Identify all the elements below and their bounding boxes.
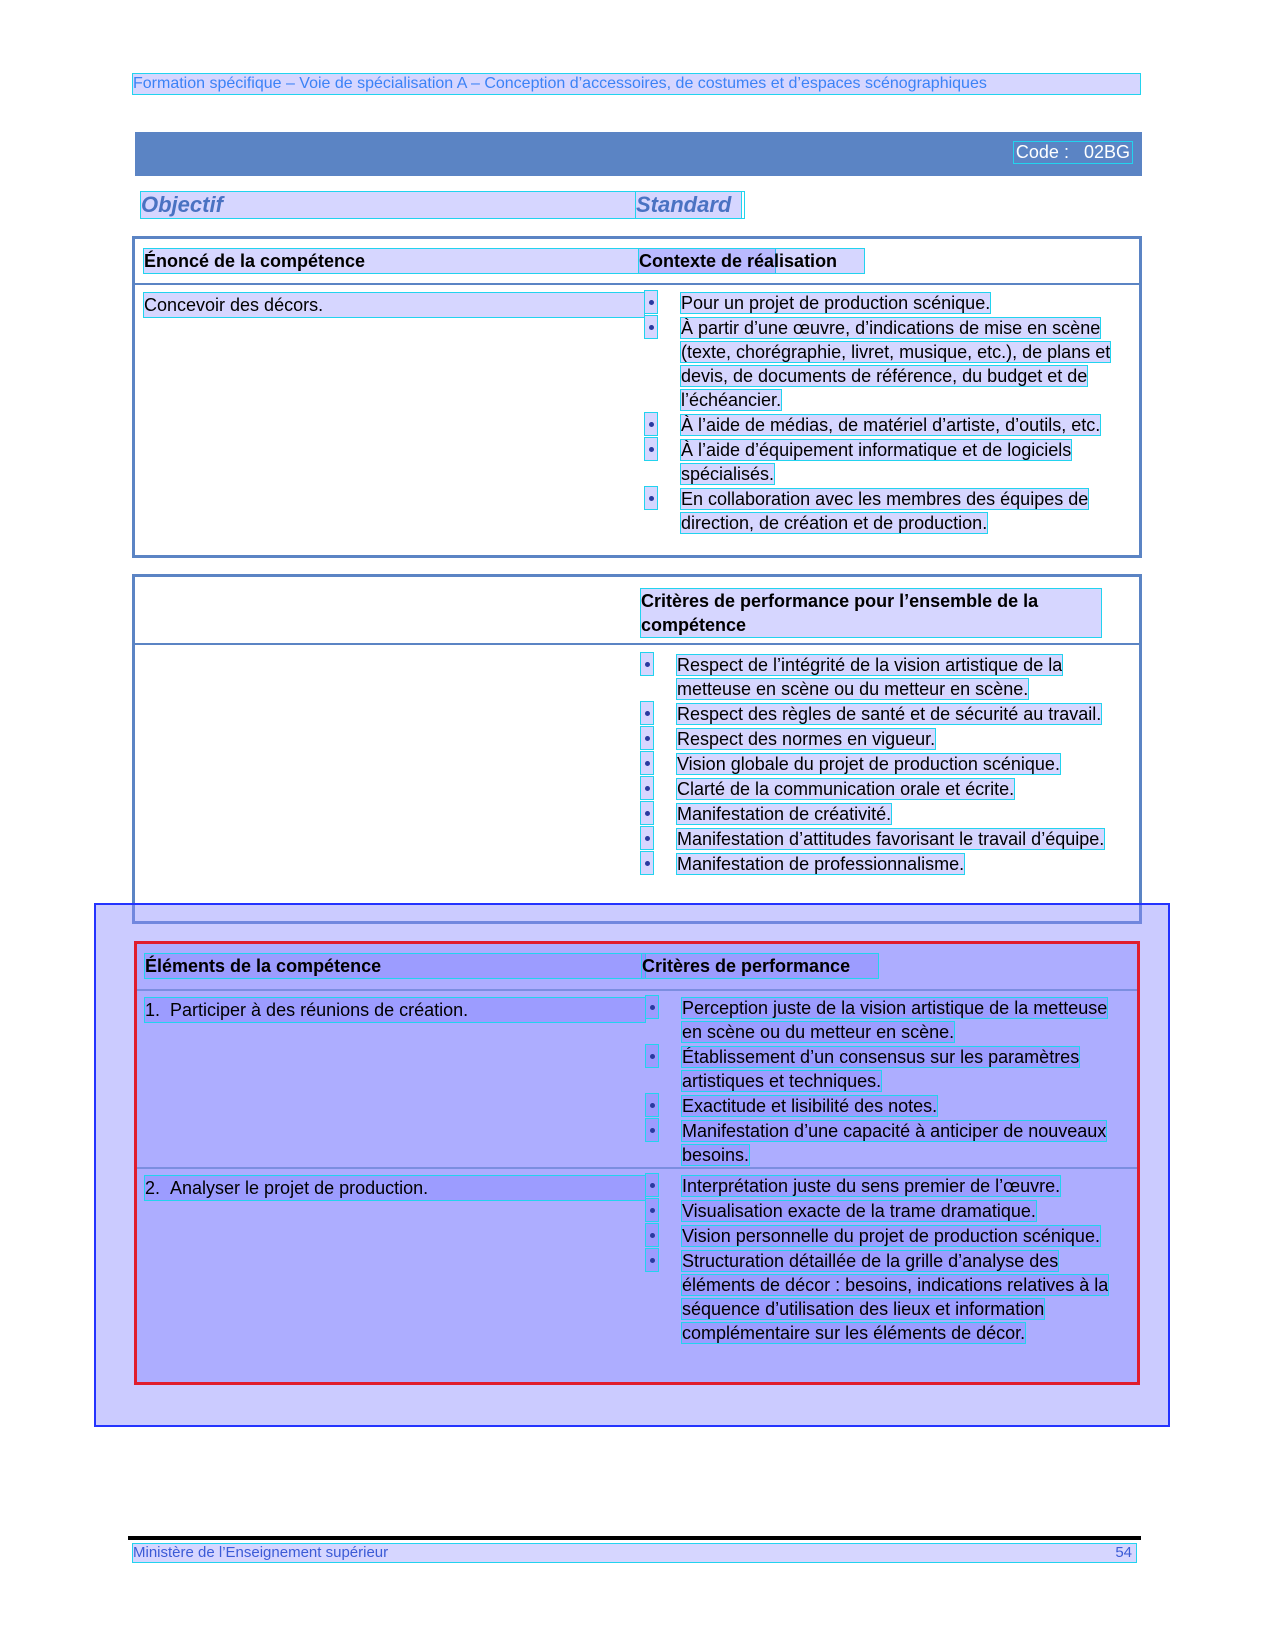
bullet-icon [641,777,653,799]
list-item: Manifestation d’attitudes favorisant le travail d’équipe. [641,827,1125,851]
context-header: Contexte de réalisation [639,249,864,273]
list-item: En collaboration avec les membres des équipes de direction, de création et de production. [645,487,1127,535]
criteria-header: Critères de performance [642,954,878,978]
competence-statement: Concevoir des décors. [144,293,644,317]
elements-header: Éléments de la compétence [145,954,645,978]
list-item: Structuration détaillée de la grille d’analyse des éléments de décor : besoins, indications relatives à la séquence d’utilisation des lieux et information complémentaire sur les éléments de décor. [646,1249,1128,1345]
bullet-icon [641,702,653,724]
list-item: À partir d’une œuvre, d’indications de mise en scène (texte, chorégraphie, livret, musique, etc.), de plans et devis, de documents de référence, du budget et de l’échéancier. [645,316,1127,412]
competence-table [132,236,1142,558]
footer-rule [128,1536,1141,1540]
element-1-criteria [646,996,1128,1168]
list-item: Visualisation exacte de la trame dramatique. [646,1199,1128,1223]
list-item: Établissement d’un consensus sur les paramètres artistiques et techniques. [646,1045,1128,1093]
bullet-icon [641,653,653,675]
list-item: Manifestation de professionnalisme. [641,852,1125,876]
bullet-icon [645,487,657,509]
bullet-icon [641,827,653,849]
bullet-icon [645,438,657,460]
list-item: Vision globale du projet de production scénique. [641,752,1125,776]
competence-statement-header: Énoncé de la compétence [144,249,775,273]
bullet-icon [646,1094,658,1116]
bullet-icon [641,802,653,824]
code-bar [132,132,1142,176]
list-item: Clarté de la communication orale et écrite. [641,777,1125,801]
running-header: Formation spécifique – Voie de spécialisation A – Conception d’accessoires, de costumes et d’espaces scénographiques [133,74,1140,94]
list-item: À l’aide d’équipement informatique et de logiciels spécialisés. [645,438,1127,486]
bullet-icon [641,852,653,874]
header-divider [137,989,1137,991]
bullet-icon [646,1045,658,1067]
bullet-icon [645,316,657,338]
bullet-icon [645,413,657,435]
code-label: Code : 02BG [1015,142,1130,162]
elements-table [134,941,1140,1385]
list-item: Perception juste de la vision artistique de la metteuse en scène ou du metteur en scène. [646,996,1128,1044]
list-item: Manifestation de créativité. [641,802,1125,826]
bullet-icon [641,752,653,774]
list-item: Pour un projet de production scénique. [645,291,1127,315]
bullet-icon [646,1224,658,1246]
bullet-icon [646,996,658,1018]
list-item: Respect des normes en vigueur. [641,727,1125,751]
element-1-label: 1. Participer à des réunions de création. [145,998,645,1022]
page-number: 54 [1115,1544,1132,1561]
objectif-label: Objectif [141,192,741,218]
global-criteria-table [132,574,1142,924]
bullet-icon [646,1119,658,1141]
element-2-label: 2. Analyser le projet de production. [145,1176,645,1200]
bullet-icon [646,1199,658,1221]
context-list [645,291,1127,536]
list-item: Interprétation juste du sens premier de l’œuvre. [646,1174,1128,1198]
standard-label: Standard [636,192,744,218]
list-item: Exactitude et lisibilité des notes. [646,1094,1128,1118]
bullet-icon [646,1174,658,1196]
footer-ministry: Ministère de l’Enseignement supérieur [133,1544,389,1561]
bullet-icon [645,291,657,313]
list-item: Vision personnelle du projet de production scénique. [646,1224,1128,1248]
global-criteria-header: Critères de performance pour l’ensemble de la compétence [641,589,1101,637]
list-item: Manifestation d’une capacité à anticiper de nouveaux besoins. [646,1119,1128,1167]
list-item: Respect des règles de santé et de sécurité au travail. [641,702,1125,726]
footer [133,1544,1136,1562]
list-item: À l’aide de médias, de matériel d’artiste, d’outils, etc. [645,413,1127,437]
element-2-criteria [646,1174,1128,1346]
bullet-icon [646,1249,658,1271]
list-item: Respect de l’intégrité de la vision artistique de la metteuse en scène ou du metteur en scène. [641,653,1125,701]
bullet-icon [641,727,653,749]
row-divider [137,1167,1137,1169]
global-criteria-list [641,653,1125,877]
